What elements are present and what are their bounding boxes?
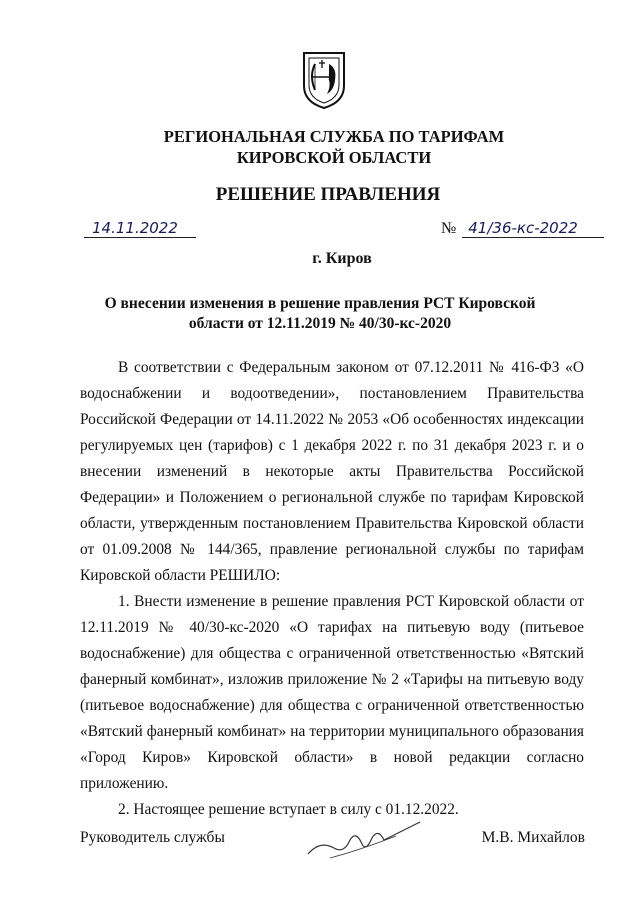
- subject-line2: области от 12.11.2019 № 40/30-кс-2020: [188, 315, 452, 332]
- city-label: г. Киров: [312, 250, 372, 267]
- number-field: [441, 219, 604, 238]
- organization-name-line1: РЕГИОНАЛЬНАЯ СЛУЖБА ПО ТАРИФАМ: [163, 127, 505, 146]
- date-value: 14.11.2022: [84, 219, 196, 238]
- document-body: [80, 355, 584, 823]
- handwritten-signature-icon: [300, 810, 430, 870]
- subject-heading: [70, 294, 570, 334]
- date-field: [84, 219, 196, 238]
- item-1-paragraph: 1. Внести изменение в решение правления РСТ Кировской области от 12.11.2019 № 40/30-кс-2020 «О тарифах на питьевую воду (питьевое водоснабжение) для общества с ограниченной ответственностью «Вятский фанерный комбинат», изложив приложение № 2 «Тарифы на питьевую воду (питьевое водоснабжение) для общества с ограниченной ответственностью «Вятский фанерный комбинат» на территории муниципального образования «Город Киров» Кировской области» в новой редакции согласно приложению.: [80, 593, 584, 792]
- signer-name: М.В. Михайлов: [481, 829, 585, 846]
- item-2-paragraph: 2. Настоящее решение вступает в силу с 01.12.2022.: [118, 801, 459, 818]
- number-value: 41/36-кс-2022: [462, 219, 604, 238]
- organization-name-line2: КИРОВСКОЙ ОБЛАСТИ: [236, 148, 432, 167]
- preamble-paragraph: В соответствии с Федеральным законом от 07.12.2011 № 416-ФЗ «О водоснабжении и водоотведении», постановлением Правительства Российской Федерации от 14.11.2022 № 2053 «Об особенностях индексации регулируемых цен (тарифов) с 1 декабря 2022 г. по 31 декабря 2023 г. и о внесении изменений в некоторые акты Правительства Российской Федерации» и Положением о региональной службе по тарифам Кировской области, утвержденным постановлением Правительства Кировской области от 01.09.2008 № 144/365, правление региональной службы по тарифам Кировской области РЕШИЛО:: [80, 359, 584, 584]
- number-sign: №: [441, 220, 457, 237]
- signer-role: Руководитель службы: [80, 829, 225, 846]
- subject-line1: О внесении изменения в решение правления РСТ Кировской: [104, 295, 536, 312]
- document-type-title: РЕШЕНИЕ ПРАВЛЕНИЯ: [215, 184, 441, 205]
- coat-of-arms-icon: [301, 50, 347, 110]
